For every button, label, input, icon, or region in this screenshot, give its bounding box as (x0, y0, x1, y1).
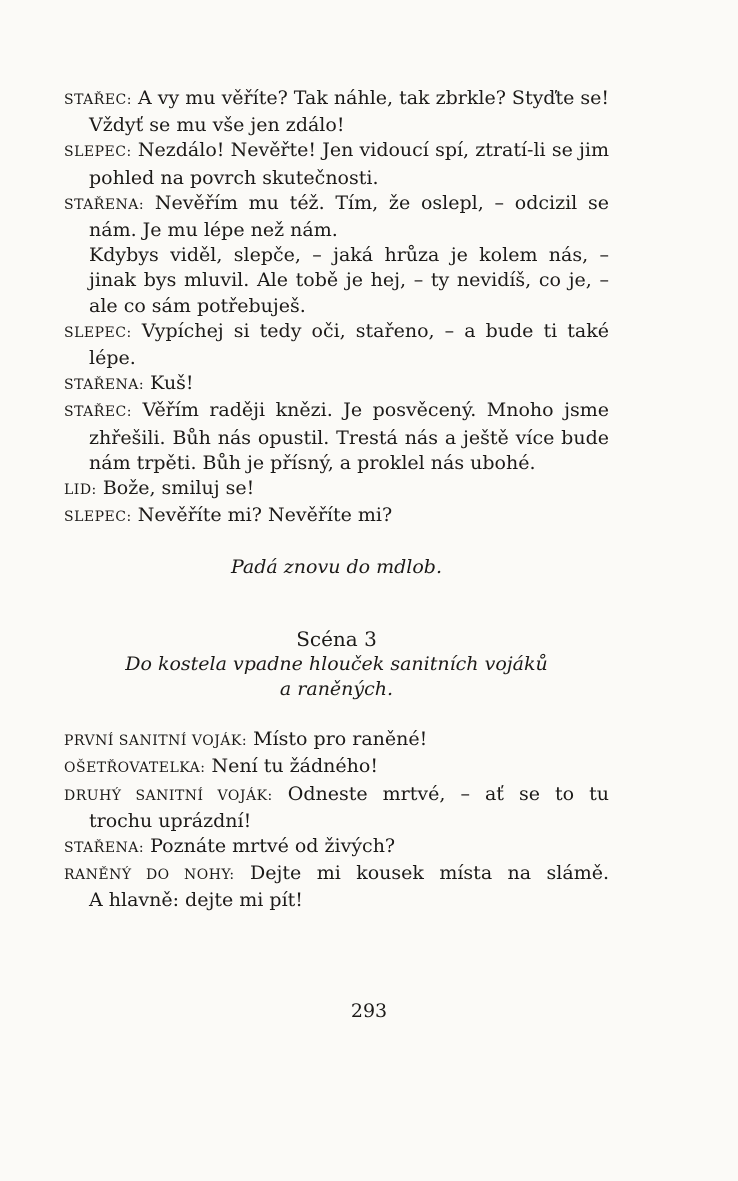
speech-text: Bože, smiluj se! (96, 477, 255, 500)
dialogue-line (64, 218, 609, 243)
speech-text: Vždyť se mu vše jen zdálo! (89, 114, 345, 137)
speech-text: Nevěříte mi? Nevěříte mi? (131, 504, 393, 527)
dialogue-line (64, 371, 609, 398)
dialogue-line (64, 861, 609, 888)
dialogue-line (64, 503, 609, 530)
spacer (64, 530, 609, 555)
speaker-name: STAŘENA: (64, 196, 145, 213)
speech-text: Není tu žádného! (205, 755, 378, 778)
dialogue-line (64, 754, 609, 781)
dialogue-line (64, 727, 609, 754)
speaker-name: RANĚNÝ DO NOHY: (64, 867, 235, 884)
stage-direction: Do kostela vpadne hlouček sanitních vojáků (125, 652, 548, 675)
dialogue-line (64, 398, 609, 425)
speech-text: Věřím raději knězi. Je posvěcený. Mnoho jsme (131, 399, 609, 422)
spacer (64, 702, 609, 727)
speech-text: Nezdálo! Nevěřte! Jen vidoucí spí, ztratí-li se jim (131, 139, 609, 162)
speaker-name: STAŘENA: (64, 377, 145, 394)
speaker-name: STAŘEC: (64, 404, 132, 421)
dialogue-line (64, 782, 609, 809)
dialogue-line (64, 476, 609, 503)
stage-direction: a raněných. (279, 678, 394, 701)
dialogue-line (64, 191, 609, 218)
dialogue-line (64, 834, 609, 861)
dialogue-line (64, 319, 609, 346)
dialogue-line (64, 809, 609, 834)
dialogue-line (64, 426, 609, 451)
speech-text: A hlavně: dejte mi pít! (89, 889, 303, 912)
speech-text: A vy mu věříte? Tak náhle, tak zbrkle? Styďte se! (131, 87, 610, 109)
speech-text: pohled na povrch skutečnosti. (89, 166, 379, 189)
speaker-name: SLEPEC: (64, 324, 132, 341)
dialogue-line (64, 86, 609, 113)
spacer (64, 581, 609, 627)
speaker-name: DRUHÝ SANITNÍ VOJÁK: (64, 787, 273, 804)
speech-text: Dejte mi kousek místa na slámě. (234, 862, 609, 885)
speaker-name: STAŘEC: (64, 92, 132, 108)
speech-text: Nevěřím mu též. Tím, že oslepl, – odcizil se (144, 191, 609, 214)
scene-heading: Scéna 3 (296, 626, 377, 651)
speaker-name: STAŘENA: (64, 840, 145, 857)
speech-text: jinak bys mluvil. Ale tobě je hej, – ty nevidíš, co je, – (89, 269, 609, 292)
play-text (64, 86, 609, 914)
speech-text: ale co sám potřebuješ. (89, 294, 306, 317)
dialogue-line (64, 268, 609, 293)
page-number: 293 (350, 1000, 388, 1022)
speaker-name: SLEPEC: (64, 509, 132, 526)
speech-text: Kuš! (144, 372, 194, 395)
dialogue-line (64, 451, 609, 476)
speech-text: nám trpěti. Bůh je přísný, a proklel nás ubohé. (89, 451, 536, 474)
speech-text: Vypíchej si tedy oči, stařeno, – a bude ti také (131, 319, 609, 342)
dialogue-line (64, 243, 609, 268)
speech-text: Poznáte mrtvé od živých? (144, 835, 396, 858)
speech-text: trochu uprázdní! (89, 809, 252, 832)
speech-text: Odneste mrtvé, – ať se to tu (272, 782, 609, 805)
speaker-name: SLEPEC: (64, 144, 132, 161)
stage-direction: Padá znovu do mdlob. (230, 556, 443, 579)
speaker-name: PRVNÍ SANITNÍ VOJÁK: (64, 733, 248, 750)
dialogue-line (64, 346, 609, 371)
dialogue-line (64, 294, 609, 319)
speech-text: Místo pro raněné! (247, 728, 428, 751)
dialogue-line (64, 138, 609, 165)
speaker-name: LID: (64, 482, 97, 499)
dialogue-line (64, 113, 609, 138)
dialogue-line (64, 166, 609, 191)
speech-text: nám. Je mu lépe než nám. (89, 219, 338, 242)
speech-text: Kdybys viděl, slepče, – jaká hrůza je kolem nás, – (89, 244, 609, 267)
dialogue-line (64, 888, 609, 913)
speech-text: zhřešili. Bůh nás opustil. Trestá nás a ještě více bude (89, 426, 609, 449)
speaker-name: OŠETŘOVATELKA: (64, 760, 206, 777)
speech-text: lépe. (89, 347, 136, 370)
